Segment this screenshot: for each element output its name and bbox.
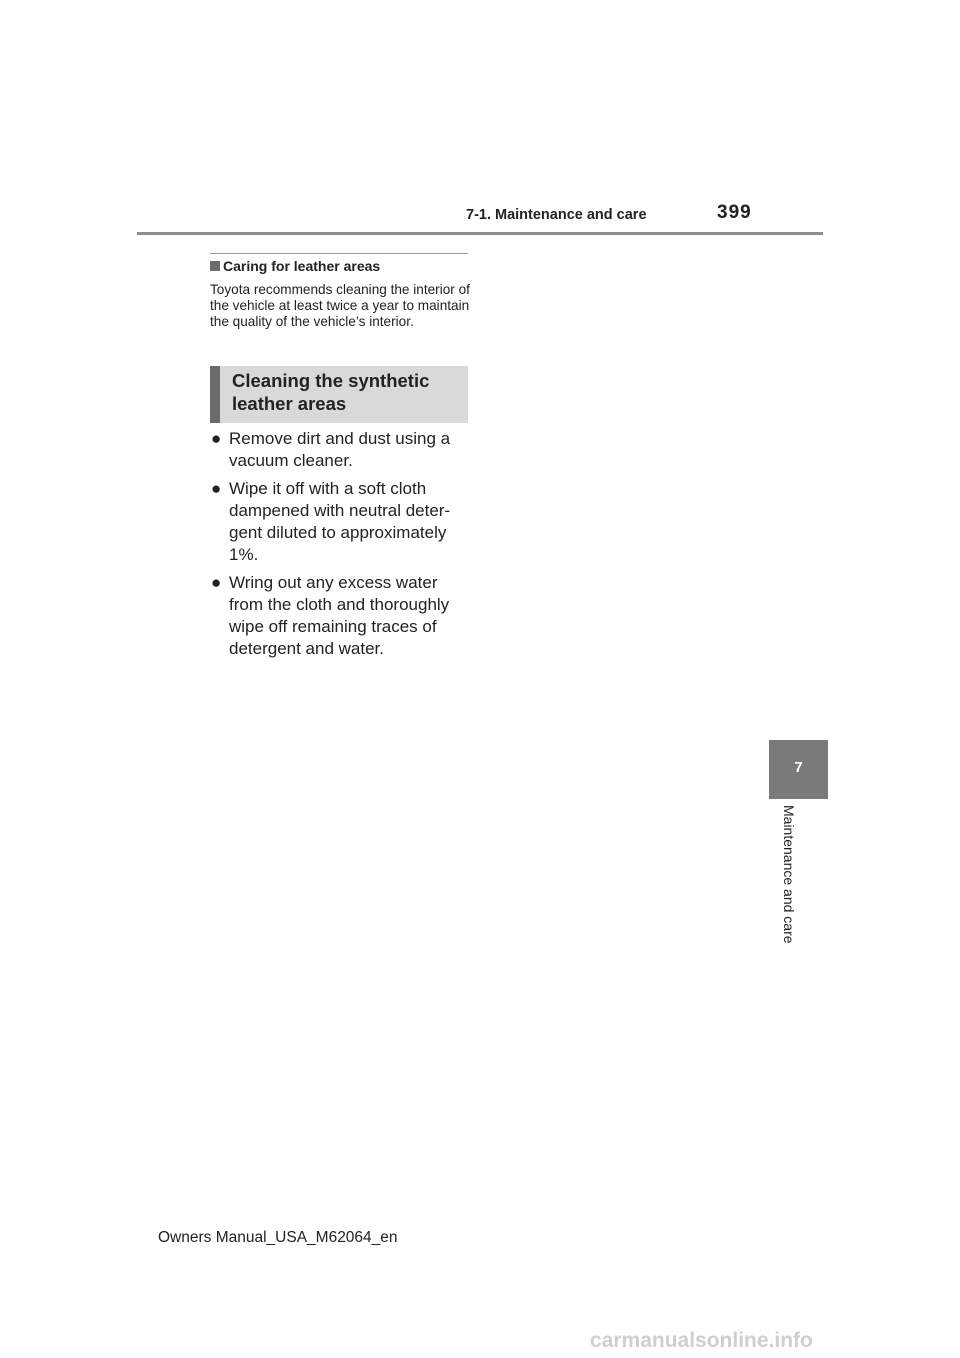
chapter-label: Maintenance and care xyxy=(781,805,797,944)
section-title-box xyxy=(210,366,468,423)
list-item xyxy=(211,572,473,660)
list-item-text: Wring out any excess water from the cloth and thoroughly wipe off remaining traces of detergent and water. xyxy=(229,573,450,658)
bullet-icon: ● xyxy=(211,429,222,448)
bullet-icon: ● xyxy=(211,479,222,498)
list-item-text: Wipe it off with a soft cloth dampened with neutral deter-gent diluted to approximately 1%. xyxy=(229,479,451,564)
caring-paragraph: Toyota recommends cleaning the interior of the vehicle at least twice a year to maintain the quality of the vehicle’s interior. xyxy=(210,282,470,329)
chapter-number: 7 xyxy=(794,759,803,776)
list-item xyxy=(211,428,473,472)
watermark: carmanualsonline.info xyxy=(590,1329,813,1352)
page-number: 399 xyxy=(717,202,752,223)
bullet-icon: ● xyxy=(211,573,222,592)
caring-heading xyxy=(210,258,380,274)
list-item-text: Remove dirt and dust using a vacuum cleaner. xyxy=(229,429,451,470)
square-bullet-icon xyxy=(210,261,220,271)
chapter-tab xyxy=(769,740,828,799)
header-rule xyxy=(137,232,823,235)
footer-manual-id: Owners Manual_USA_M62064_en xyxy=(158,1229,398,1246)
instruction-list xyxy=(211,428,473,666)
section-title: Cleaning the synthetic leather areas xyxy=(232,370,430,414)
caring-heading-text: Caring for leather areas xyxy=(223,258,381,274)
list-item xyxy=(211,478,473,566)
running-header-section: 7-1. Maintenance and care xyxy=(466,207,647,223)
subsection-rule xyxy=(210,253,468,254)
